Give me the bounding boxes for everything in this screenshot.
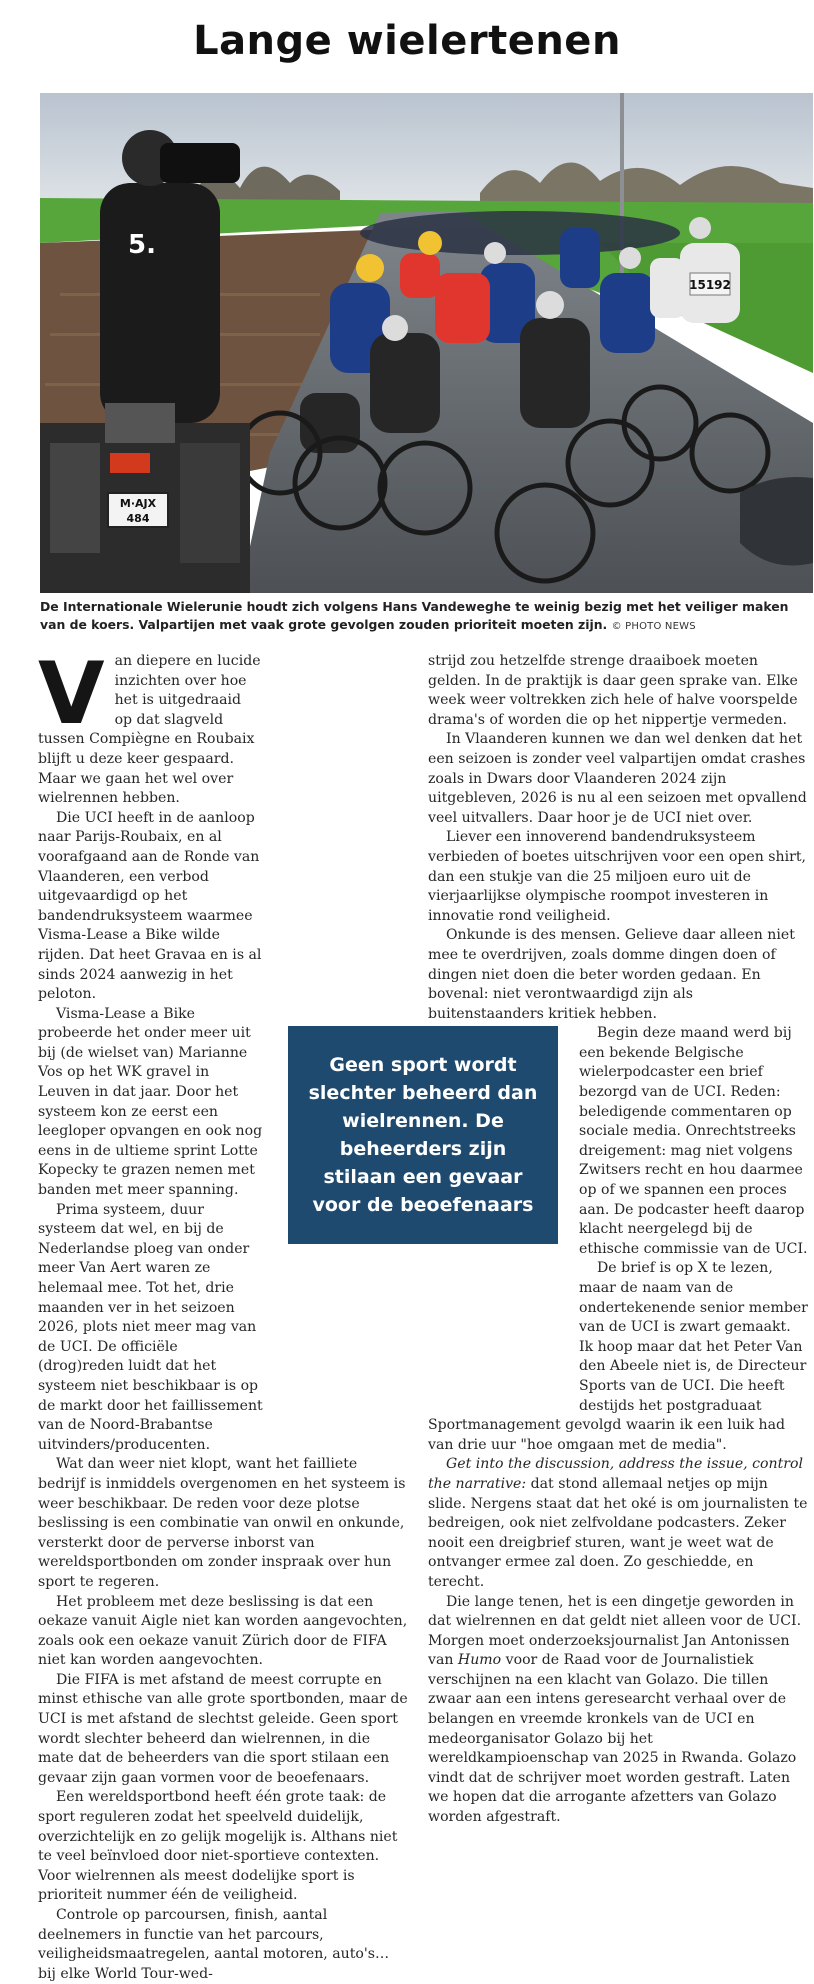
plate-line-1: M xyxy=(119,497,131,510)
article-paragraph: Visma-Lease a Bike probeerde het onder meer uit bij (de wielset van) Marianne Vos op het WK gravel in Leuven in dat jaar. Door het systeem kon ze eerst een leegloper opvangen en ook nog eens in de ultieme sprint Lotte Kopecky te grazen nemen met banden met meer spanning. xyxy=(38,1005,263,1199)
article-paragraph: Het probleem met deze beslissing is dat een oekaze vanuit Aigle niet kan worden aangevochten, zoals ook een oekaze vanuit Zürich door de FIFA niet kan worden aangevochten. xyxy=(38,1593,408,1669)
plate-line-2: AJX xyxy=(135,497,157,510)
magazine-name: Humo xyxy=(457,1652,502,1669)
article-paragraph: In Vlaanderen kunnen we dan wel denken dat het een seizoen is zonder veel valpartijen omdat crashes zoals in Dwars door Vlaanderen 2024 zijn uitgebleven, 2026 is nu al een seizoen met opvallend veel uitvallers. Daar hoor je de UCI niet over. xyxy=(428,731,807,826)
article-paragraph: Get into the discussion, address the issue, control the narrative: dat stond allemaal netjes op mijn slide. Nergens staat dat het oké is om journalisten te bedreigen, ook niet zelfvoldane podcasters. Zeker nooit een dreigbrief sturen, want je weet wat de ontvanger ermee zal doen. Zo geschiedde, en terecht. xyxy=(428,1456,808,1590)
broadcaster-logo: 5. xyxy=(128,230,156,260)
slide-quote: Get into the discussion, address the issue, control the narrative: xyxy=(428,1456,803,1492)
drop-cap: V xyxy=(38,644,105,744)
article-paragraph: De brief is op X te lezen, maar de naam van de ondertekenende senior member van de UCI is zwart gemaakt. Ik hoop maar dat het Peter Van den Abeele niet is, de Directeur Sports van de UCI. Die heeft destijds het postgraduaat Sportmanagement gevolgd waarin ik een luik had van drie uur "hoe omgaan met de media". xyxy=(428,1260,808,1453)
article-paragraph: Een wereldsportbond heeft één grote taak: de sport reguleren zodat het speelveld duidelijk, overzichtelijk en zo gelijk mogelijk is. Althans niet te veel beïnvloed door niet-sportieve contexten. Voor wielrennen als meest dodelijke sport is prioriteit nummer één de veiligheid. xyxy=(38,1789,398,1904)
article-paragraph: Prima systeem, duur systeem dat wel, en bij de Nederlandse ploeg van onder meer Van Aert waren ze helemaal mee. Tot het, drie maanden ver in het seizoen 2026, plots niet meer mag van de UCI. De officiële (drog)reden luidt dat het systeem niet beschikbaar is op de markt door het faillissement van de Noord-Brabantse uitvinders/producenten. xyxy=(38,1201,263,1453)
photo-caption xyxy=(40,598,810,636)
article-paragraph: Die lange tenen, het is een dingetje geworden in dat wielrennen en dat geldt niet alleen voor de UCI. Morgen moet onderzoeksjournalist Jan Antonissen van Humo voor de Raad voor de Journalistiek verschijnen na een klacht van Golazo. Die tillen zwaar aan een intens geresearcht verhaal over de belangen en vreemde kronkels van de UCI en medeorganisator Golazo bij het wereldkampioenschap van 2025 in Rwanda. Golazo vindt dat de schrijver moet worden gestraft. Laten we hopen dat die arrogante afzetters van Golazo worden afgestraft. xyxy=(428,1593,802,1826)
article-paragraph: Liever een innoverend bandendruksysteem verbieden of boetes uitschrijven voor een open shirt, dan een stukje van die 25 miljoen euro uit de vierjaarlijkse olympische roompot investeren in innovatie rond veiligheid. xyxy=(428,829,806,924)
plate-line-3: 484 xyxy=(126,512,150,525)
headline: Lange wielertenen xyxy=(193,18,621,64)
article-paragraph: Van diepere en lucide inzichten over hoe het is uitgedraaid op dat slagveld tussen Compiègne en Roubaix blijft u deze keer gespaard. Maar we gaan het wel over wielrennen hebben. xyxy=(38,644,261,807)
article-paragraph: Die FIFA is met afstand de meest corrupte en minst ethische van alle grote sportbonden, maar de UCI is met afstand de slechtst geleide. Geen sport wordt slechter beheerd dan wielrennen, in die mate dat de beheerders van die sport stilaan een gevaar zijn gaan vormen voor de beoefenaars. xyxy=(38,1671,408,1786)
article-paragraph: Begin deze maand werd bij een bekende Belgische wielerpodcaster een brief bezorgd van de UCI. Reden: beledigende commentaren op sociale media. Onrechtstreeks dreigement: mag niet volgens Zwitsers recht en hou daarmee op of we spannen een proces aan. De podcaster heeft daarop klacht neergelegd bij de ethische commissie van de UCI. xyxy=(579,1025,808,1257)
article-paragraph: strijd zou hetzelfde strenge draaiboek moeten gelden. In de praktijk is daar geen sprake van. Elke week weer voltrekken zich hele of halve voorspelde drama's of worden die op het nippertje vermeden. xyxy=(428,653,798,728)
rider-number: 15192 xyxy=(689,278,731,292)
photo-credit: © PHOTO NEWS xyxy=(611,621,696,632)
article-paragraph: Onkunde is des mensen. Gelieve daar alleen niet mee te overdrijven, zoals domme dingen doen of dingen niet doen die beter worden gedaan. En bovenal: niet verontwaardigd zijn als buitenstaanders kritiek hebben. xyxy=(428,927,795,1022)
article-paragraph: Controle op parcoursen, finish, aantal deelnemers in functie van het parcours, veiligheidsmaatregelen, aantal motoren, auto's… bij elke World Tour-wed- xyxy=(38,1907,390,1982)
svg-text:M·AJX: M·AJX xyxy=(119,497,157,510)
news-photo xyxy=(40,93,813,593)
article-paragraph: Die UCI heeft in de aanloop naar Parijs-Roubaix, en al voorafgaand aan de Ronde van Vlaanderen, een verbod uitgevaardigd op het bandendruksysteem waarmee Visma-Lease a Bike wilde rijden. Dat heet Gravaa en is al sinds 2024 aanwezig in het peloton. xyxy=(38,809,262,1003)
article-paragraph: Wat dan weer niet klopt, want het failliete bedrijf is inmiddels overgenomen en het systeem is weer beschikbaar. De reden voor deze plotse beslissing is een combinatie van onwil en onkunde, versterkt door de perverse inborst van wereldsportbonden om zonder inspraak over hun sport te regeren. xyxy=(38,1456,406,1590)
pull-quote: Geen sport wordt slechter beheerd dan wielrennen. De beheerders zijn stilaan een gevaar voor de beoefenaars xyxy=(288,1026,558,1244)
article-column-left xyxy=(38,644,408,1984)
caption-text: De Internationale Wielerunie houdt zich volgens Hans Vandeweghe te weinig bezig met het veiliger maken van de koers. Valpartijen met vaak grote gevolgen zouden prioriteit moeten zijn. xyxy=(40,599,789,632)
